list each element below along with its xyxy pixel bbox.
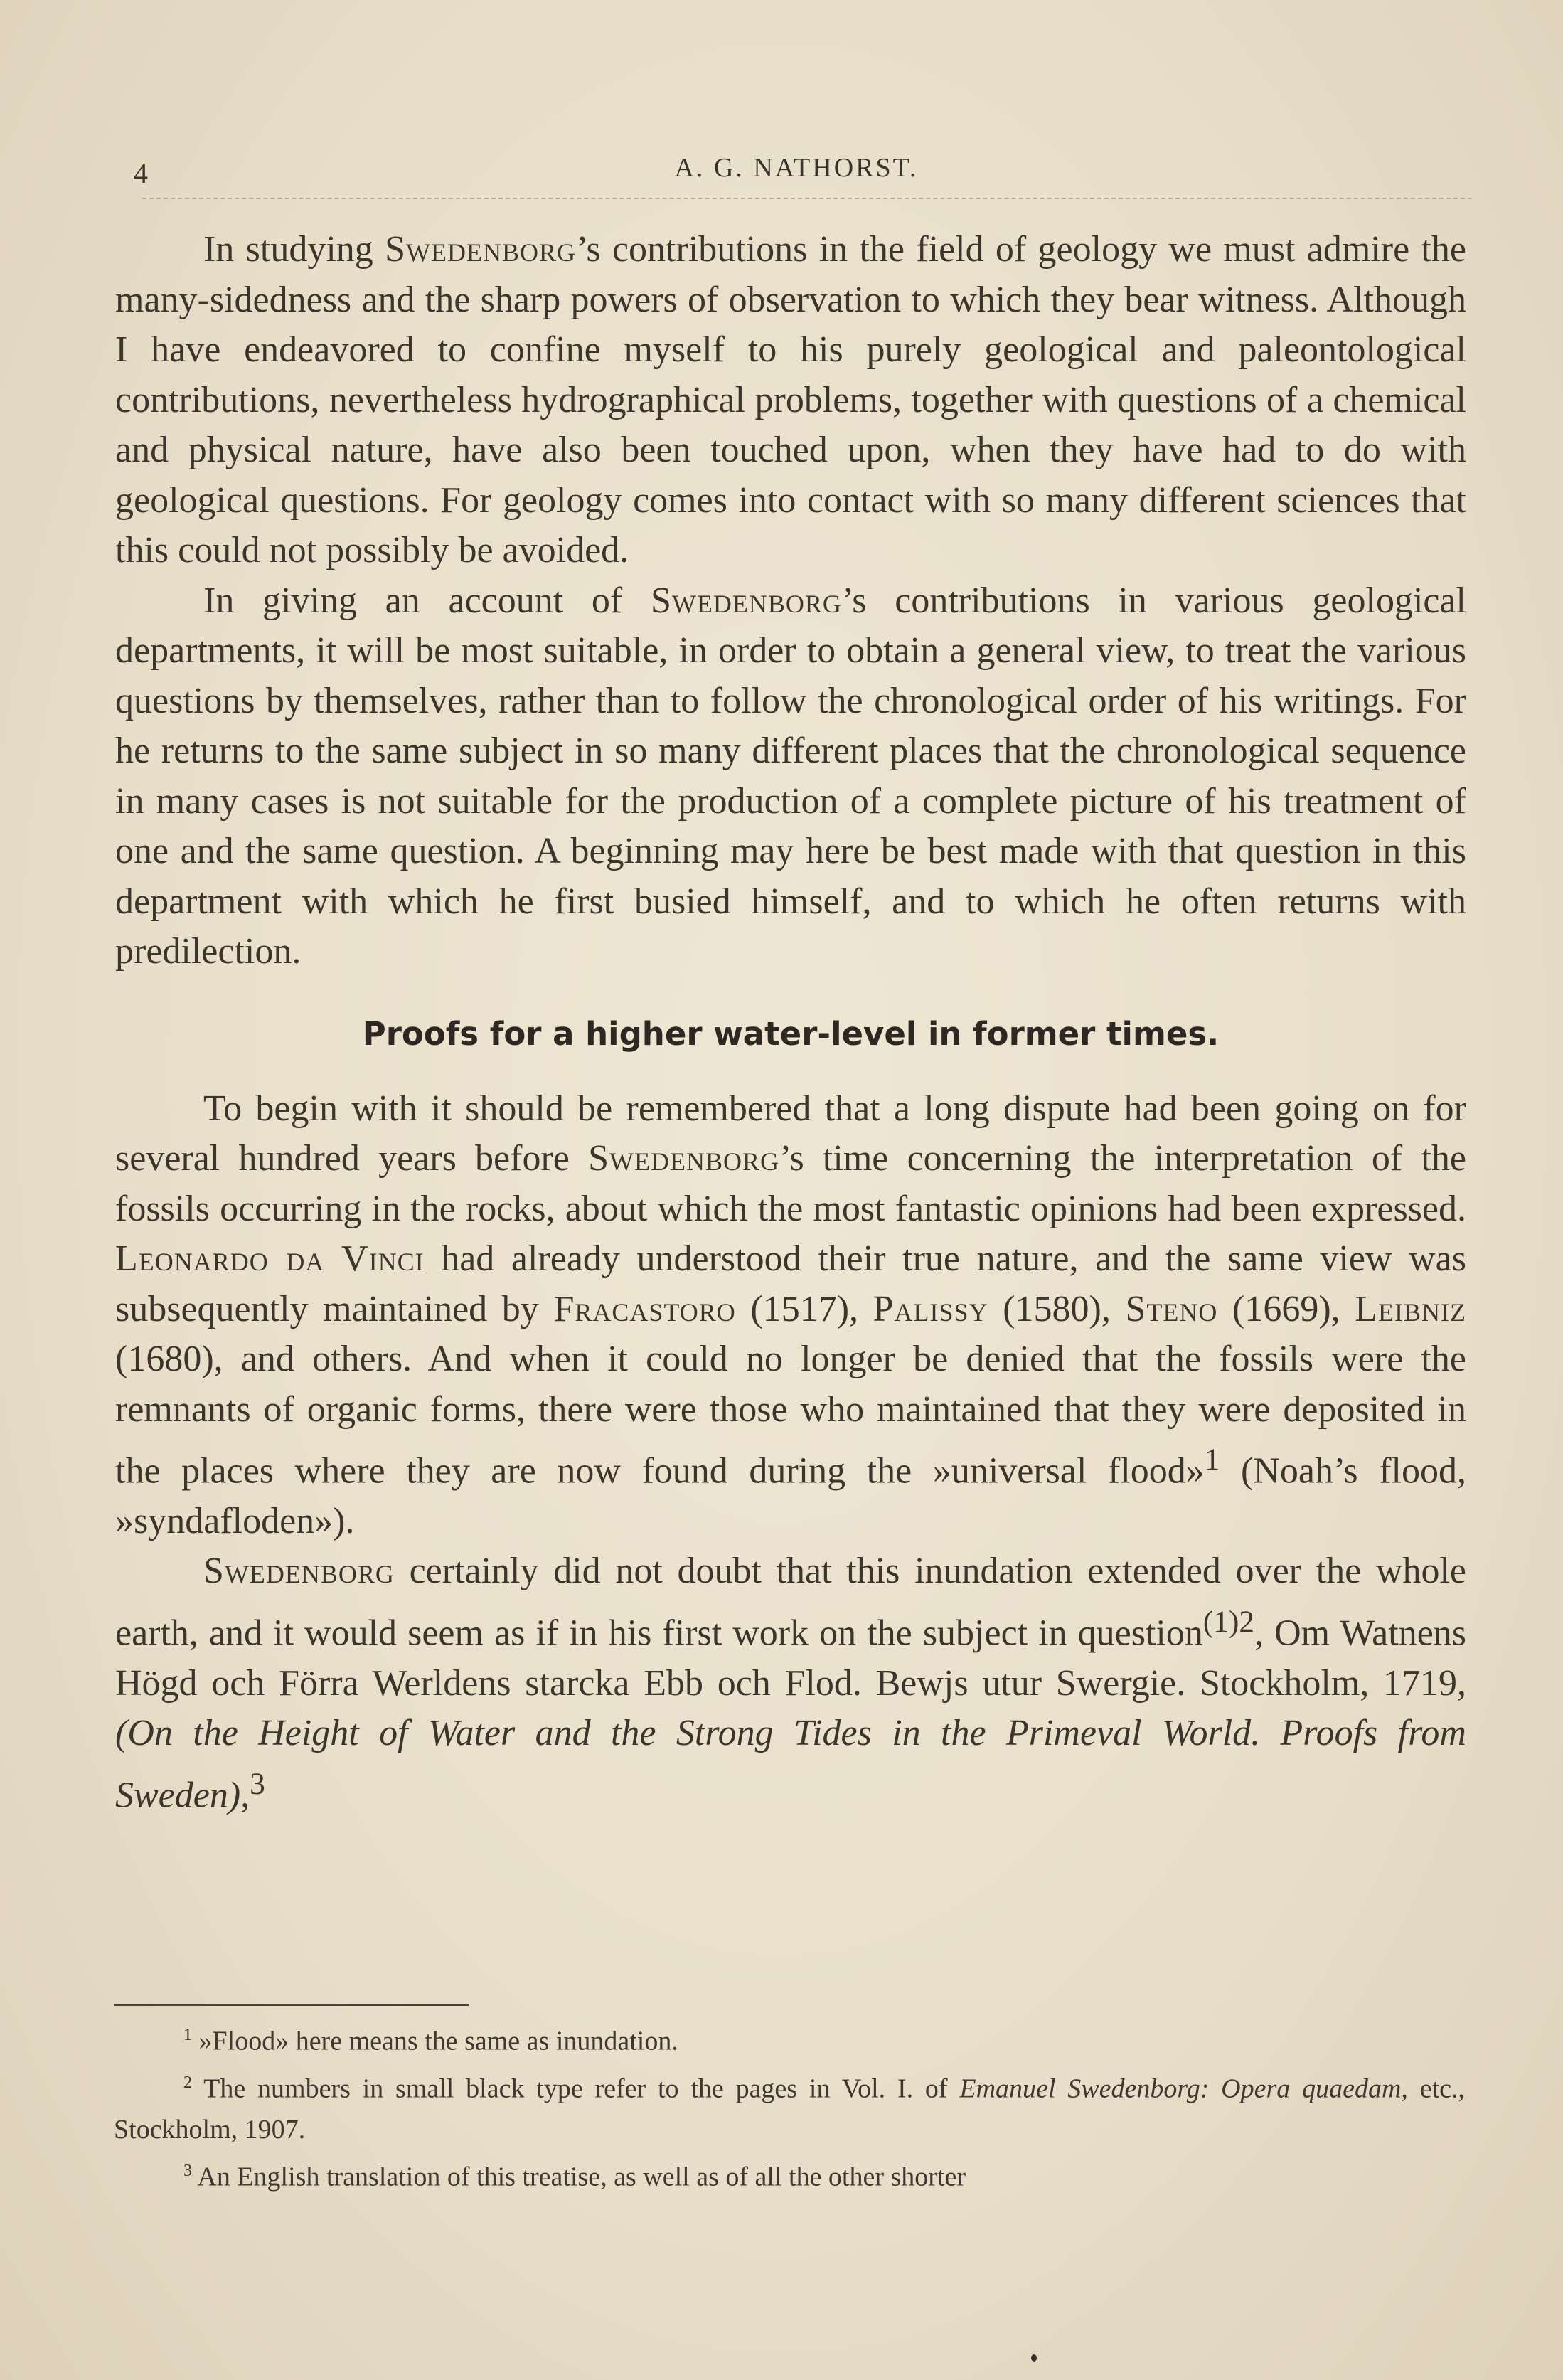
text-run: , Om Watnens Högd och Förra Werldens starcka Ebb och Flod. Bewjs utur Swergie. Stockholm, 1719, (115, 1613, 1467, 1704)
footnote-text: »Flood» here means the same as inundation. (198, 2026, 678, 2056)
footnotes (114, 2014, 1465, 2198)
footnote-text: The numbers in small black type refer to the pages in Vol. I. of (203, 2073, 960, 2104)
page-reference-marker: (1)2 (1202, 1604, 1255, 1639)
italic-title: (On the Height of Water and the Strong Tides in the Primeval World. Proofs from Sweden), (115, 1713, 1466, 1815)
author-name: Fracastoro (553, 1288, 736, 1329)
footnote-marker: 1 (1204, 1443, 1220, 1477)
author-name: Swedenborg (588, 1138, 779, 1179)
footnote-text: An English translation of this treatise, as well as of all the other shorter (197, 2162, 966, 2192)
footnote-text: etc., Stockholm, 1907. (114, 2073, 1465, 2145)
paragraph-2 (115, 576, 1466, 977)
footnote-marker: 3 (250, 1766, 265, 1801)
footnote-mark: 3 (183, 2162, 192, 2181)
author-name: Swedenborg (650, 580, 842, 621)
text-run: had already understood their true nature, and the same view was subsequently maintained by (115, 1238, 1466, 1329)
text-run: In studying (203, 229, 385, 270)
paragraph-3 (115, 1084, 1466, 1547)
author-name: Swedenborg (385, 229, 576, 270)
text-run: ’s contributions in various geological departments, it will be most suitable, in order to obtain a general view, to treat the various questions by themselves, rather than to follow the chronological order of his writings. For he returns to the same subject in so many different places that the chronological sequence in many cases is not suitable for the production of a complete picture of his treatment of one and the same question. A beginning may here be best made with that question in this department with which he first busied himself, and to which he often returns with predilection. (115, 580, 1466, 972)
text-run: (1669), (1217, 1288, 1355, 1329)
footnote-mark: 1 (183, 2026, 192, 2044)
page-header (114, 142, 1479, 192)
footnote-3 (114, 2150, 1465, 2198)
text-run: ’s contributions in the field of geology we must admire the many-sidedness and the sharp powers of observation to which they bear witness. Although I have endeavored to confine myself to his purely geological and paleontological contributions, nevertheless hydrographical problems, together with questions of a chemical and physical nature, have also been touched upon, when they have had to do with geological questions. For geology comes into contact with so many different sciences that this could not possibly be avoided. (115, 229, 1466, 570)
text-run: (1580), (988, 1288, 1126, 1329)
text-run: (1517), (735, 1288, 873, 1329)
author-name: Leibniz (1355, 1288, 1466, 1329)
text-run: In giving an account of (203, 580, 651, 621)
footnote-1 (114, 2014, 1465, 2062)
author-name: Leonardo da Vinci (115, 1238, 425, 1279)
text-run: (1680), and others. And when it could no longer be denied that the fossils were the remnants of organic forms, there were those who maintained that they were deposited in the places where they are now found during the »universal flood» (115, 1339, 1466, 1492)
running-head: A. G. NATHORST. (674, 153, 919, 183)
header-rule (142, 198, 1472, 199)
author-name: Swedenborg (203, 1551, 395, 1592)
paragraph-4 (115, 1546, 1466, 1820)
text-run: certainly did not doubt that this inundation extended over the whole earth, and it would seem as if in his first work on the subject in question (115, 1551, 1466, 1654)
text-run: To begin with it should be remembered that a long dispute had been going on for several hundred years before (115, 1088, 1466, 1179)
section-heading: Proofs for a higher water-level in former times. (362, 1014, 1220, 1053)
footnote-2 (114, 2062, 1465, 2151)
ink-speck (1031, 2354, 1037, 2362)
footnote-rule (114, 2004, 469, 2006)
footnote-mark: 2 (183, 2073, 192, 2092)
paragraph-1 (115, 225, 1466, 576)
text-run: ’s time concerning the interpretation of the fossils occurring in the rocks, about which the most fantastic opinions had been expressed. (115, 1138, 1466, 1229)
author-name: Steno (1125, 1288, 1218, 1329)
page-number: 4 (134, 157, 148, 189)
footnote-italic: Emanuel Swedenborg: Opera quaedam, (959, 2073, 1408, 2104)
main-text (115, 225, 1466, 1820)
author-name: Palissy (873, 1288, 988, 1329)
text-run: (Noah’s flood, »syndafloden»). (115, 1450, 1467, 1541)
